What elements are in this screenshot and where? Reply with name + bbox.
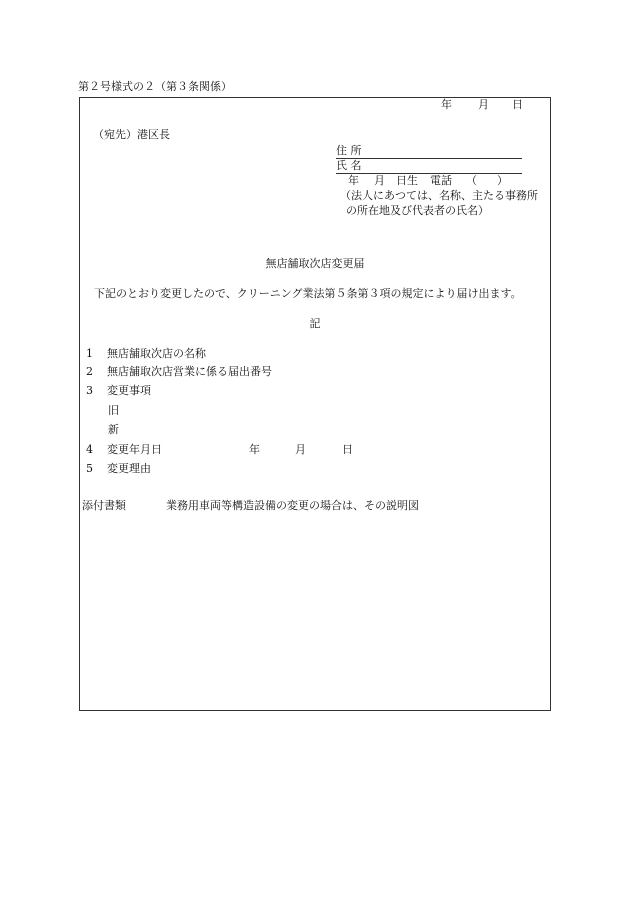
ki-heading: 記 [309,317,321,330]
birth-day: 日生 [396,174,418,187]
item-1-label: 無店舗取次店の名称 [107,347,206,360]
date-day: 日 [512,98,523,111]
addressee: （宛先）港区長 [93,128,170,141]
name-label: 氏 名 [336,159,362,172]
phone-label: 電話 [430,174,452,187]
change-date-day: 日 [342,443,353,456]
name-field [336,159,522,174]
form-number: 第２号様式の２（第３条関係） [78,80,232,93]
address-field [336,144,522,159]
attachment-label: 添付書類 [82,499,126,512]
item-1-number: 1 [86,347,93,360]
date-month: 月 [478,98,489,111]
item-2-label: 無店舗取次店営業に係る届出番号 [107,365,272,378]
item-5-number: 5 [86,462,93,475]
corp-note-line2: の所在地及び代表者の氏名） [346,204,489,217]
change-new-label: 新 [108,423,119,436]
item-3-label: 変更事項 [107,384,151,397]
item-3-number: 3 [86,384,93,397]
item-4-label: 変更年月日 [107,443,162,456]
change-date-year: 年 [249,443,260,456]
document-title: 無店舗取次店変更届 [265,257,365,270]
birth-month: 月 [374,174,385,187]
corp-note-line1: （法人にあつては、名称、主たる事務所 [340,189,538,202]
address-label: 住 所 [336,144,362,157]
item-4-number: 4 [86,443,93,456]
attachment-text: 業務用車両等構造設備の変更の場合は、その説明図 [166,499,419,512]
date-year: 年 [441,98,452,111]
birth-year: 年 [348,174,359,187]
item-5-label: 変更理由 [107,462,151,475]
change-date-month: 月 [295,443,306,456]
item-2-number: 2 [86,365,93,378]
phone-paren-open: （ [466,174,477,187]
phone-paren-close: ） [497,174,508,187]
intro-text: 下記のとおり変更したので、クリーニング業法第５条第３項の規定により届け出ます。 [94,287,522,300]
change-old-label: 旧 [108,404,119,417]
